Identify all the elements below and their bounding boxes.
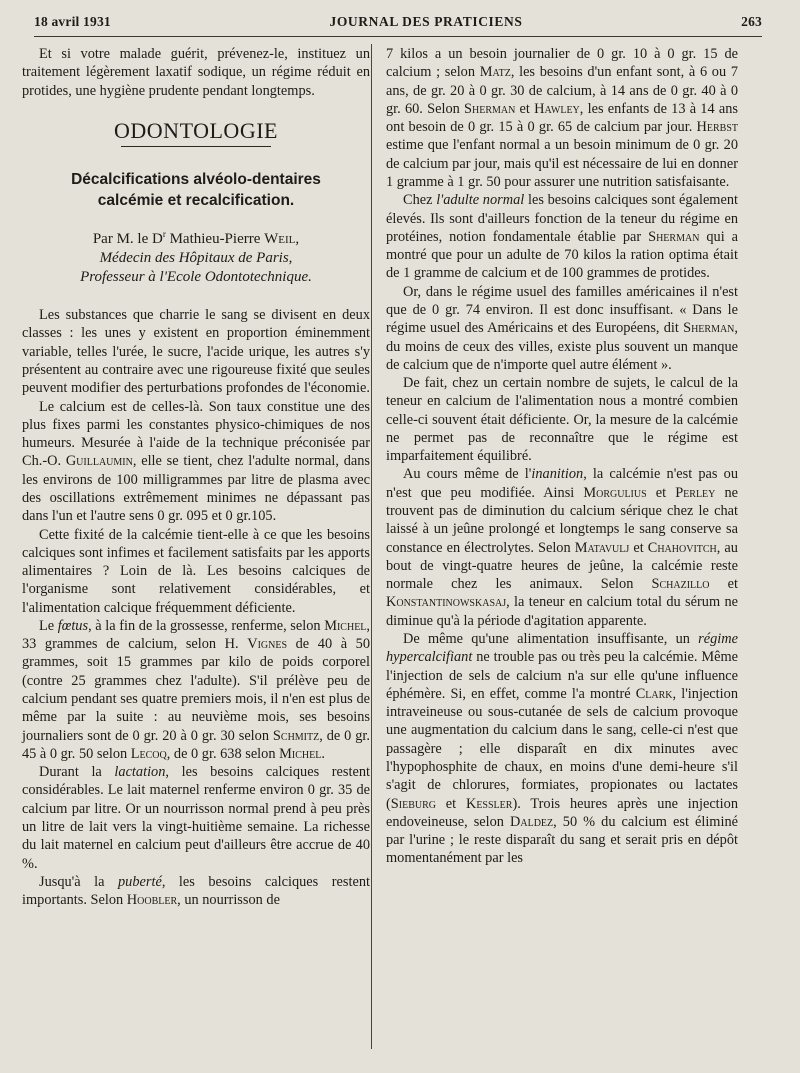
right-column (386, 45, 738, 868)
body-paragraph: Jusqu'à la puberté, les besoins calciques restent importants. Selon Hoobler, un nourrisson de (22, 873, 370, 909)
body-paragraph: 7 kilos a un besoin journalier de 0 gr. 10 à 0 gr. 15 de calcium ; selon Matz, les besoins d'un enfant sont, à 6 ou 7 ans, de gr. 20 à 0 gr. 30 de calcium, à 14 ans de 0 gr. 40 à 0 gr. 60. Selon Sherman et Hawley, les enfants de 13 à 14 ans ont besoin de 0 gr. 15 à 0 gr. 65 de calcium par jour. Herbst estime que l'enfant normal a un besoin minimum de 0 gr. 20 de calcium par jour, mais qu'il est nécessaire de lui en donner 1 gramme à 1 gr. 50 pour assurer une nutrition satisfaisante. (386, 46, 738, 190)
journal-title: JOURNAL DES PRATICIENS (329, 14, 523, 29)
article-title-line-1: Décalcifications alvéolo-dentaires (71, 171, 321, 189)
left-column (22, 45, 370, 909)
column-divider (371, 44, 372, 1049)
issue-date: 18 avril 1931 (34, 14, 111, 29)
body-paragraph: Cette fixité de la calcémie tient-elle à ce que les besoins calciques sont infimes et facilement satisfaits par les apports alimentaires ? Loin de là. Les besoins calciques de l'organisme sont relativement considérables, et l'alimentation calcique fréquemment déficiente. (22, 526, 370, 616)
running-header (34, 14, 762, 37)
author-affiliation-2: Professeur à l'Ecole Odontotechnique. (80, 269, 312, 286)
body-paragraph: Au cours même de l'inanition, la calcémie n'est pas ou n'est que peu modifiée. Ainsi Morgulius et Perley ne trouvent pas de diminution du calcium sérique chez le chat laissé à un jeûne prolongé et longtemps le sang conserve sa constance en électrolytes. Selon Matavulj et Chahovitch, au bout de vingt-quatre heures de jeûne, la calcémie reste normale chez les animaux. Selon Schazillo et Konstantinowskasaj, la teneur en calcium total du sérum ne diminue qu'à la période d'agitation apparente. (386, 466, 739, 629)
body-paragraph: Les substances que charrie le sang se divisent en deux classes : les unes y existent en proportion éminemment variable, telles l'urée, le sucre, l'acide urique, les autres s'y présentent au contraire avec une rigoureuse fixité que seules peuvent modifier des perturbations profondes de l'économie. (22, 307, 370, 397)
author-surname: Weil (264, 231, 296, 248)
body-paragraph: Durant la lactation, les besoins calciques restent considérables. Le lait maternel renferme environ 0 gr. 35 de calcium par litre. Or un nourrisson normal prend à peu près un litre de lait vers la vingt-huitième semaine. La richesse du lait maternel en calcium peut d'ailleurs être accrue de 40 %. (22, 764, 370, 872)
article-title-line-2: calcémie et recalcification. (97, 192, 295, 210)
author-affiliation-1: Médecin des Hôpitaux de Paris, (99, 250, 293, 267)
intro-paragraph: Et si votre malade guérit, prévenez-le, instituez un traitement légèrement laxatif sodique, un régime réduit en protides, une hygiène prudente pendant longtemps. (22, 46, 370, 99)
page-number: 263 (741, 14, 762, 29)
body-paragraph: De fait, chez un certain nombre de sujets, le calcul de la teneur en calcium de l'alimentation nous a montré combien celle-ci souvent était déficiente. Or, la mesure de la calcémie ne permet pas de reconnaître que le régime est imparfaitement équilibré. (386, 375, 738, 465)
article-title (22, 169, 370, 211)
section-rule (121, 146, 271, 147)
author-line: Par M. le $D^r$ Mathieu-Pierre Weil, (92, 229, 300, 248)
body-paragraph: Chez l'adulte normal les besoins calciques sont également élevés. Ils sont d'ailleurs fonction de la teneur du régime en protéines, notion fondamentale établie par Sherman qui a montré que pour un adulte de 70 kilos la ration optima était de 1 gramme de calcium et de 100 grammes de protides. (386, 192, 738, 282)
body-paragraph: De même qu'une alimentation insuffisante, un régime hypercalcifiant ne trouble pas ou très peu la calcémie. Même l'injection de sels de calcium n'a sur elle qu'une influence éphémère. Si, en effet, comme l'a montré Clark, l'injection intraveineuse ou sous-cutanée de sels de calcium provoque une augmentation du calcium dans le sang, celle-ci n'est que passagère ; elle disparaît en dix minutes avec l'hypophosphite de chaux, en moins d'une demi-heure s'il s'agit de chlorures, formiates, propionates ou lactates (Sieburg et Kessler). Trois heures après une injection endoveineuse, selon Daldez, 50 % du calcium est éliminé par l'urine ; le reste disparaît du sang et serait pris en dépôt momentanément par les (386, 631, 738, 867)
body-paragraph: Or, dans le régime usuel des familles américaines il n'est que de 0 gr. 74 environ. Il est donc insuffisant. « Dans le régime usuel des Américains et des Européens, dit Sherman, du moins de ceux des villes, existe plus souvent un manque de calcium que de n'importe quel autre élément ». (386, 283, 738, 373)
section-heading: ODONTOLOGIE (114, 117, 278, 143)
body-paragraph: Le calcium est de celles-là. Son taux constitue une des plus fixes parmi les constantes physico-chimiques de nos humeurs. Mesurée à l'aide de la technique préconisée par Ch.-O. Guillaumin, elle se tient, chez l'adulte normal, dans les environs de 100 milligrammes par litre de plasma avec des oscillations extrêmement minimes ne dépassant pas dans l'un et l'autre sens 0 gr. 095 et 0 gr.105. (22, 398, 370, 525)
body-paragraph: Le fœtus, à la fin de la grossesse, renferme, selon Michel, 33 grammes de calcium, selon H. Vignes de 40 à 50 grammes, soit 15 grammes par kilo de poids corporel (contre 25 grammes chez l'adulte). S'il prélève peu de calcium pendant ses quatre premiers mois, il n'en est plus de même par la suite : au neuvième mois, ses besoins journaliers sont de 0 gr. 20 à 0 gr. 30 selon Schmitz, de 0 gr. 45 à 0 gr. 50 selon Lecoq, de 0 gr. 638 selon Michel. (22, 617, 371, 762)
